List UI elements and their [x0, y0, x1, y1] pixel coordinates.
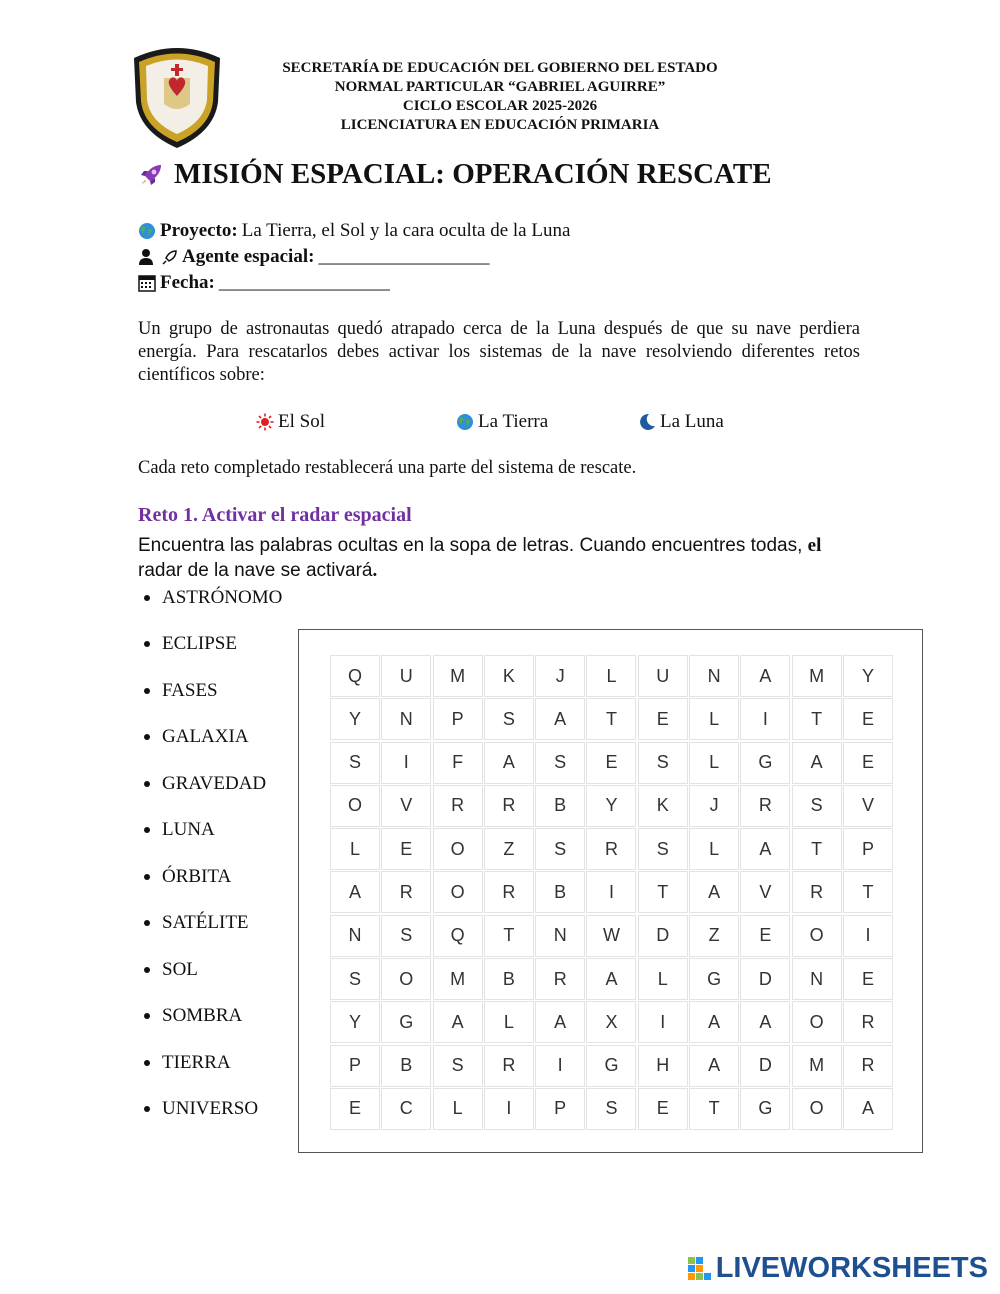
grid-cell[interactable]: I [638, 1001, 688, 1043]
date-blank[interactable]: __________________ [218, 272, 390, 293]
project-value: La Tierra, el Sol y la cara oculta de la Luna [241, 220, 571, 241]
word-text: ÓRBITA [162, 866, 232, 887]
grid-cell[interactable]: I [740, 698, 790, 740]
grid-cell[interactable]: L [689, 828, 739, 870]
moon-icon [638, 413, 656, 431]
grid-cell[interactable]: I [535, 1045, 585, 1087]
grid-cell[interactable]: U [381, 655, 431, 697]
grid-cell[interactable]: N [330, 915, 380, 957]
grid-cell[interactable]: A [689, 1001, 739, 1043]
topic-sun [256, 411, 325, 433]
word-text: UNIVERSO [162, 1098, 259, 1119]
word-text: SOL [162, 959, 198, 980]
grid-cell[interactable]: O [433, 871, 483, 913]
word-item [144, 633, 237, 655]
grid-cell[interactable]: L [330, 828, 380, 870]
grid-cell[interactable]: E [740, 915, 790, 957]
grid-cell[interactable]: K [484, 655, 534, 697]
word-search-grid[interactable] [330, 655, 893, 1130]
grid-cell[interactable]: A [535, 1001, 585, 1043]
grid-cell[interactable]: F [433, 742, 483, 784]
globe-icon [138, 222, 156, 240]
grid-cell[interactable]: B [535, 871, 585, 913]
rocket-icon [138, 162, 164, 188]
agent-line [138, 246, 489, 268]
challenge-title: Reto 1. Activar el radar espacial [138, 504, 412, 526]
date-line [138, 272, 390, 294]
grid-cell[interactable]: L [638, 958, 688, 1000]
grid-cell[interactable]: O [381, 958, 431, 1000]
grid-cell[interactable]: A [740, 655, 790, 697]
grid-cell[interactable]: T [638, 871, 688, 913]
grid-cell[interactable]: K [638, 785, 688, 827]
grid-cell[interactable]: Q [330, 655, 380, 697]
grid-cell[interactable]: R [535, 958, 585, 1000]
sun-icon [256, 413, 274, 431]
grid-cell[interactable]: S [484, 698, 534, 740]
topic-earth [456, 411, 548, 433]
grid-cell[interactable]: A [433, 1001, 483, 1043]
grid-cell[interactable]: S [535, 828, 585, 870]
grid-cell[interactable]: O [433, 828, 483, 870]
grid-cell[interactable]: S [330, 742, 380, 784]
grid-cell[interactable]: Y [330, 1001, 380, 1043]
word-text: LUNA [162, 819, 215, 840]
grid-cell[interactable]: E [381, 828, 431, 870]
grid-cell[interactable]: S [586, 1088, 636, 1130]
grid-cell[interactable]: R [381, 871, 431, 913]
grid-cell[interactable]: E [843, 742, 893, 784]
brand-text: LIVEWORKSHEETS [715, 1252, 988, 1284]
grid-cell[interactable]: G [586, 1045, 636, 1087]
grid-cell[interactable]: T [843, 871, 893, 913]
grid-cell[interactable]: A [740, 1001, 790, 1043]
grid-cell[interactable]: A [843, 1088, 893, 1130]
word-item [144, 1052, 231, 1074]
grid-cell[interactable]: D [638, 915, 688, 957]
grid-cell[interactable]: S [330, 958, 380, 1000]
word-item [144, 773, 266, 795]
grid-cell[interactable]: A [330, 871, 380, 913]
grid-cell[interactable]: R [843, 1001, 893, 1043]
header-line-4: LICENCIATURA EN EDUCACIÓN PRIMARIA [340, 117, 660, 133]
astronaut-icon [138, 248, 158, 266]
grid-cell[interactable]: X [586, 1001, 636, 1043]
grid-cell[interactable]: J [689, 785, 739, 827]
word-item [144, 1098, 258, 1120]
topic-sun-label: El Sol [278, 411, 325, 432]
grid-cell[interactable]: C [381, 1088, 431, 1130]
grid-cell[interactable]: N [792, 958, 842, 1000]
grid-cell[interactable]: A [484, 742, 534, 784]
grid-cell[interactable]: I [843, 915, 893, 957]
grid-cell[interactable]: A [689, 871, 739, 913]
grid-cell[interactable]: I [381, 742, 431, 784]
calendar-icon [138, 274, 156, 292]
grid-cell[interactable]: R [792, 871, 842, 913]
grid-cell[interactable]: B [535, 785, 585, 827]
header-line-1: SECRETARÍA DE EDUCACIÓN DEL GOBIERNO DEL ESTADO [282, 60, 718, 76]
word-text: TIERRA [162, 1052, 231, 1073]
grid-cell[interactable]: S [381, 915, 431, 957]
challenge-instruction [138, 533, 868, 583]
liveworksheets-brand [688, 1252, 988, 1285]
instruction-part-2: radar de la nave se activará [138, 560, 373, 581]
instruction-bold-2: . [372, 560, 378, 581]
header-line-3: CICLO ESCOLAR 2025-2026 [402, 98, 598, 114]
grid-cell[interactable]: L [484, 1001, 534, 1043]
agent-label: Agente espacial: [182, 246, 315, 267]
grid-cell[interactable]: Y [586, 785, 636, 827]
project-line [138, 220, 570, 242]
word-text: GRAVEDAD [162, 773, 267, 794]
rocket-small-icon [162, 249, 178, 265]
grid-cell[interactable]: R [586, 828, 636, 870]
grid-cell[interactable]: G [740, 1088, 790, 1130]
grid-cell[interactable]: S [638, 828, 688, 870]
grid-cell[interactable]: I [484, 1088, 534, 1130]
header-line-2: NORMAL PARTICULAR “GABRIEL AGUIRRE” [334, 79, 666, 95]
grid-cell[interactable]: O [792, 1001, 842, 1043]
word-text: ECLIPSE [162, 633, 237, 654]
grid-cell[interactable]: Z [484, 828, 534, 870]
grid-cell[interactable]: E [843, 958, 893, 1000]
grid-cell[interactable]: E [586, 742, 636, 784]
globe-icon [456, 413, 474, 431]
grid-cell[interactable]: A [535, 698, 585, 740]
grid-cell[interactable]: D [740, 1045, 790, 1087]
instruction-part-1: Encuentra las palabras ocultas en la sopa de letras. Cuando encuentres todas, [138, 535, 808, 556]
grid-cell[interactable]: S [792, 785, 842, 827]
grid-cell[interactable]: S [433, 1045, 483, 1087]
grid-cell[interactable]: E [638, 1088, 688, 1130]
grid-cell[interactable]: P [330, 1045, 380, 1087]
grid-cell[interactable]: V [740, 871, 790, 913]
grid-cell[interactable]: T [689, 1088, 739, 1130]
grid-cell[interactable]: R [740, 785, 790, 827]
grid-cell[interactable]: Q [433, 915, 483, 957]
grid-cell[interactable]: L [433, 1088, 483, 1130]
grid-cell[interactable]: M [792, 1045, 842, 1087]
grid-cell[interactable]: R [484, 1045, 534, 1087]
topic-moon-label: La Luna [660, 411, 724, 432]
word-item [144, 912, 249, 934]
grid-cell[interactable]: A [586, 958, 636, 1000]
topic-moon [638, 411, 724, 433]
grid-cell[interactable]: L [586, 655, 636, 697]
agent-blank[interactable]: __________________ [318, 246, 490, 267]
grid-cell[interactable]: P [535, 1088, 585, 1130]
grid-cell[interactable]: N [535, 915, 585, 957]
word-text: GALAXIA [162, 726, 249, 747]
grid-cell[interactable]: Y [843, 655, 893, 697]
grid-cell[interactable]: T [586, 698, 636, 740]
closing-text: Cada reto completado restablecerá una parte del sistema de rescate. [138, 458, 637, 478]
grid-cell[interactable]: T [792, 698, 842, 740]
grid-cell[interactable]: W [586, 915, 636, 957]
grid-cell[interactable]: E [843, 698, 893, 740]
grid-cell[interactable]: A [792, 742, 842, 784]
grid-cell[interactable]: H [638, 1045, 688, 1087]
grid-cell[interactable]: G [381, 1001, 431, 1043]
grid-cell[interactable]: A [689, 1045, 739, 1087]
word-text: SATÉLITE [162, 912, 249, 933]
grid-cell[interactable]: S [638, 742, 688, 784]
grid-cell[interactable]: Y [330, 698, 380, 740]
grid-cell[interactable]: U [638, 655, 688, 697]
grid-cell[interactable]: O [330, 785, 380, 827]
grid-cell[interactable]: B [381, 1045, 431, 1087]
word-item [144, 866, 231, 888]
grid-cell[interactable]: I [586, 871, 636, 913]
grid-cell[interactable]: P [843, 828, 893, 870]
word-item [144, 819, 215, 841]
grid-cell[interactable]: G [689, 958, 739, 1000]
grid-cell[interactable]: R [484, 871, 534, 913]
word-text: ASTRÓNOMO [162, 587, 283, 608]
word-item [144, 726, 249, 748]
date-label: Fecha: [160, 272, 215, 293]
grid-cell[interactable]: R [433, 785, 483, 827]
word-item [144, 587, 282, 609]
title-text: MISIÓN ESPACIAL: OPERACIÓN RESCATE [174, 158, 772, 190]
grid-cell[interactable]: V [843, 785, 893, 827]
grid-cell[interactable]: T [792, 828, 842, 870]
grid-cell[interactable]: J [535, 655, 585, 697]
grid-cell[interactable]: E [330, 1088, 380, 1130]
grid-cell[interactable]: A [740, 828, 790, 870]
grid-cell[interactable]: M [792, 655, 842, 697]
intro-paragraph: Un grupo de astronautas quedó atrapado cerca de la Luna después de que su nave perdiera energía. Para rescatarlos debes activar los sistemas de la nave resolviendo diferentes retos científicos sobre: [138, 319, 860, 385]
word-item [144, 1005, 242, 1027]
grid-cell[interactable]: T [484, 915, 534, 957]
grid-cell[interactable]: G [740, 742, 790, 784]
grid-cell[interactable]: V [381, 785, 431, 827]
grid-cell[interactable]: L [689, 698, 739, 740]
word-text: FASES [162, 680, 218, 701]
page-title [138, 158, 772, 191]
word-item [144, 959, 198, 981]
grid-cell[interactable]: R [843, 1045, 893, 1087]
topic-earth-label: La Tierra [478, 411, 549, 432]
grid-cell[interactable]: M [433, 958, 483, 1000]
grid-cell[interactable]: N [381, 698, 431, 740]
grid-cell[interactable]: P [433, 698, 483, 740]
grid-cell[interactable]: B [484, 958, 534, 1000]
word-text: SOMBRA [162, 1005, 243, 1026]
grid-cell[interactable]: L [689, 742, 739, 784]
project-label: Proyecto: [160, 220, 238, 241]
grid-cell[interactable]: M [433, 655, 483, 697]
grid-cell[interactable]: O [792, 1088, 842, 1130]
grid-cell[interactable]: D [740, 958, 790, 1000]
grid-cell[interactable]: N [689, 655, 739, 697]
grid-cell[interactable]: S [535, 742, 585, 784]
grid-cell[interactable]: R [484, 785, 534, 827]
grid-cell[interactable]: E [638, 698, 688, 740]
word-item [144, 680, 218, 702]
liveworksheets-logo-icon [688, 1257, 712, 1281]
grid-cell[interactable]: O [792, 915, 842, 957]
instruction-bold-1: el [807, 535, 822, 556]
grid-cell[interactable]: Z [689, 915, 739, 957]
